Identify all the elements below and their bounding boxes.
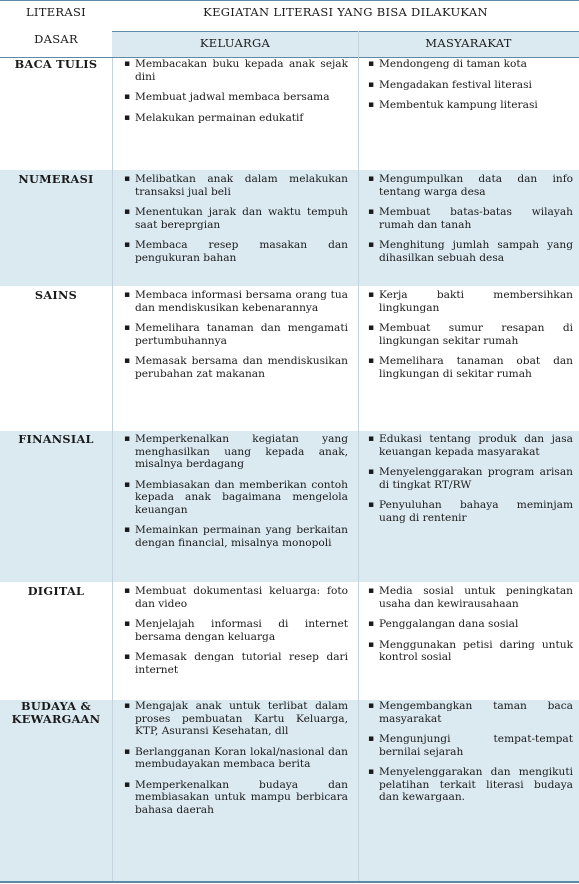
header-dasar: DASAR xyxy=(34,32,78,46)
list-item: ▪ Memelihara tanaman obat dan lingkungan di sekitar rumah xyxy=(368,355,573,380)
list-item: ▪ Membuat dokumentasi keluarga: foto dan video xyxy=(124,585,348,610)
masyarakat-list xyxy=(366,433,573,532)
list-item: ▪ Memelihara tanaman dan mengamati pertumbuhannya xyxy=(124,322,348,347)
list-item: ▪ Edukasi tentang produk dan jasa keuangan kepada masyarakat xyxy=(368,433,573,458)
column-separator xyxy=(112,58,113,881)
list-item: ▪ Memasak dengan tutorial resep dari internet xyxy=(124,651,348,676)
category-sains: SAINS xyxy=(34,288,78,302)
list-item: ▪ Membuat batas-batas wilayah rumah dan tanah xyxy=(368,206,573,231)
list-item: ▪ Menyelenggarakan dan mengikuti pelatihan terkait literasi budaya dan kewargaan. xyxy=(368,766,573,803)
header-kegiatan: KEGIATAN LITERASI YANG BISA DILAKUKAN xyxy=(203,5,488,19)
list-item: ▪ Membiasakan dan memberikan contoh kepada anak bagaimana mengelola keuangan xyxy=(124,478,348,516)
list-item: ▪ Membuat sumur resapan di lingkungan sekitar rumah xyxy=(368,322,573,347)
keluarga-list xyxy=(122,700,348,824)
list-item: ▪ Kerja bakti membersihkan lingkungan xyxy=(368,289,573,314)
category-budaya-kewargaan: BUDAYA & KEWARGAAN xyxy=(11,699,101,726)
keluarga-list xyxy=(122,173,348,272)
header-masyarakat: MASYARAKAT xyxy=(425,36,512,50)
list-item: ▪ Melibatkan anak dalam melakukan transaksi jual beli xyxy=(124,173,348,198)
category-numerasi: NUMERASI xyxy=(18,172,94,186)
masyarakat-list xyxy=(366,58,573,120)
list-item: ▪ Mengunjungi tempat-tempat bernilai sejarah xyxy=(368,733,573,758)
list-item: ▪ Membuat jadwal membaca bersama xyxy=(124,91,330,103)
top-rule xyxy=(0,0,579,1)
category-finansial: FINANSIAL xyxy=(18,432,94,446)
list-item: ▪ Menjelajah informasi di internet bersama dengan keluarga xyxy=(124,618,348,643)
list-item: ▪ Berlangganan Koran lokal/nasional dan membudayakan membaca berita xyxy=(124,745,348,770)
masyarakat-list xyxy=(366,700,573,812)
list-item: ▪ Melakukan permainan edukatif xyxy=(124,111,304,124)
list-item: ▪ Menghitung jumlah sampah yang dihasilkan sebuah desa xyxy=(368,239,573,264)
list-item: ▪ Mengembangkan taman baca masyarakat xyxy=(368,700,573,725)
category-baca-tulis: BACA TULIS xyxy=(14,57,98,71)
bottom-rule xyxy=(0,881,579,883)
list-item: ▪ Penggalangan dana sosial xyxy=(368,618,519,630)
list-item: ▪ Menentukan jarak dan waktu tempuh saat bereprgian xyxy=(124,206,348,231)
list-item: ▪ Membacakan buku kepada anak sejak dini xyxy=(124,58,348,83)
header-literasi: LITERASI xyxy=(25,5,87,19)
category-digital: DIGITAL xyxy=(27,584,85,598)
list-item: ▪ Membaca informasi bersama orang tua dan mendiskusikan kebenarannya xyxy=(124,289,348,314)
list-item: ▪ Mendongeng di taman kota xyxy=(368,58,527,70)
column-separator xyxy=(358,31,359,881)
list-item: ▪ Menggunakan petisi daring untuk kontrol sosial xyxy=(368,638,573,663)
masyarakat-list xyxy=(366,289,573,388)
keluarga-list xyxy=(122,289,348,388)
list-item: ▪ Menyelenggarakan program arisan di tingkat RT/RW xyxy=(368,466,573,491)
keluarga-list xyxy=(122,585,348,684)
keluarga-list xyxy=(122,433,348,557)
list-item: ▪ Mengumpulkan data dan info tentang warga desa xyxy=(368,173,573,198)
list-item: ▪ Mengadakan festival literasi xyxy=(368,78,532,91)
masyarakat-list xyxy=(366,173,573,272)
header-keluarga: KELUARGA xyxy=(199,36,271,50)
list-item: ▪ Memperkenalkan budaya dan membiasakan untuk mampu berbicara bahasa daerah xyxy=(124,778,348,816)
list-item: ▪ Memperkenalkan kegiatan yang menghasilkan uang kepada anak, misalnya berdagang xyxy=(124,433,348,470)
list-item: ▪ Membaca resep masakan dan pengukuran bahan xyxy=(124,239,348,264)
header-rule xyxy=(112,31,579,32)
list-item: ▪ Penyuluhan bahaya meminjam uang di rentenir xyxy=(368,499,573,524)
list-item: ▪ Memasak bersama dan mendiskusikan perubahan zat makanan xyxy=(124,355,348,380)
masyarakat-list xyxy=(366,585,573,672)
list-item: ▪ Memainkan permainan yang berkaitan dengan financial, misalnya monopoli xyxy=(124,524,348,549)
list-item: ▪ Media sosial untuk peningkatan usaha dan kewirausahaan xyxy=(368,585,573,610)
list-item: ▪ Membentuk kampung literasi xyxy=(368,99,538,111)
list-item: ▪ Mengajak anak untuk terlibat dalam proses pembuatan Kartu Keluarga, KTP, Asuransi Kesehatan, dll xyxy=(124,700,348,737)
keluarga-list xyxy=(122,58,348,132)
